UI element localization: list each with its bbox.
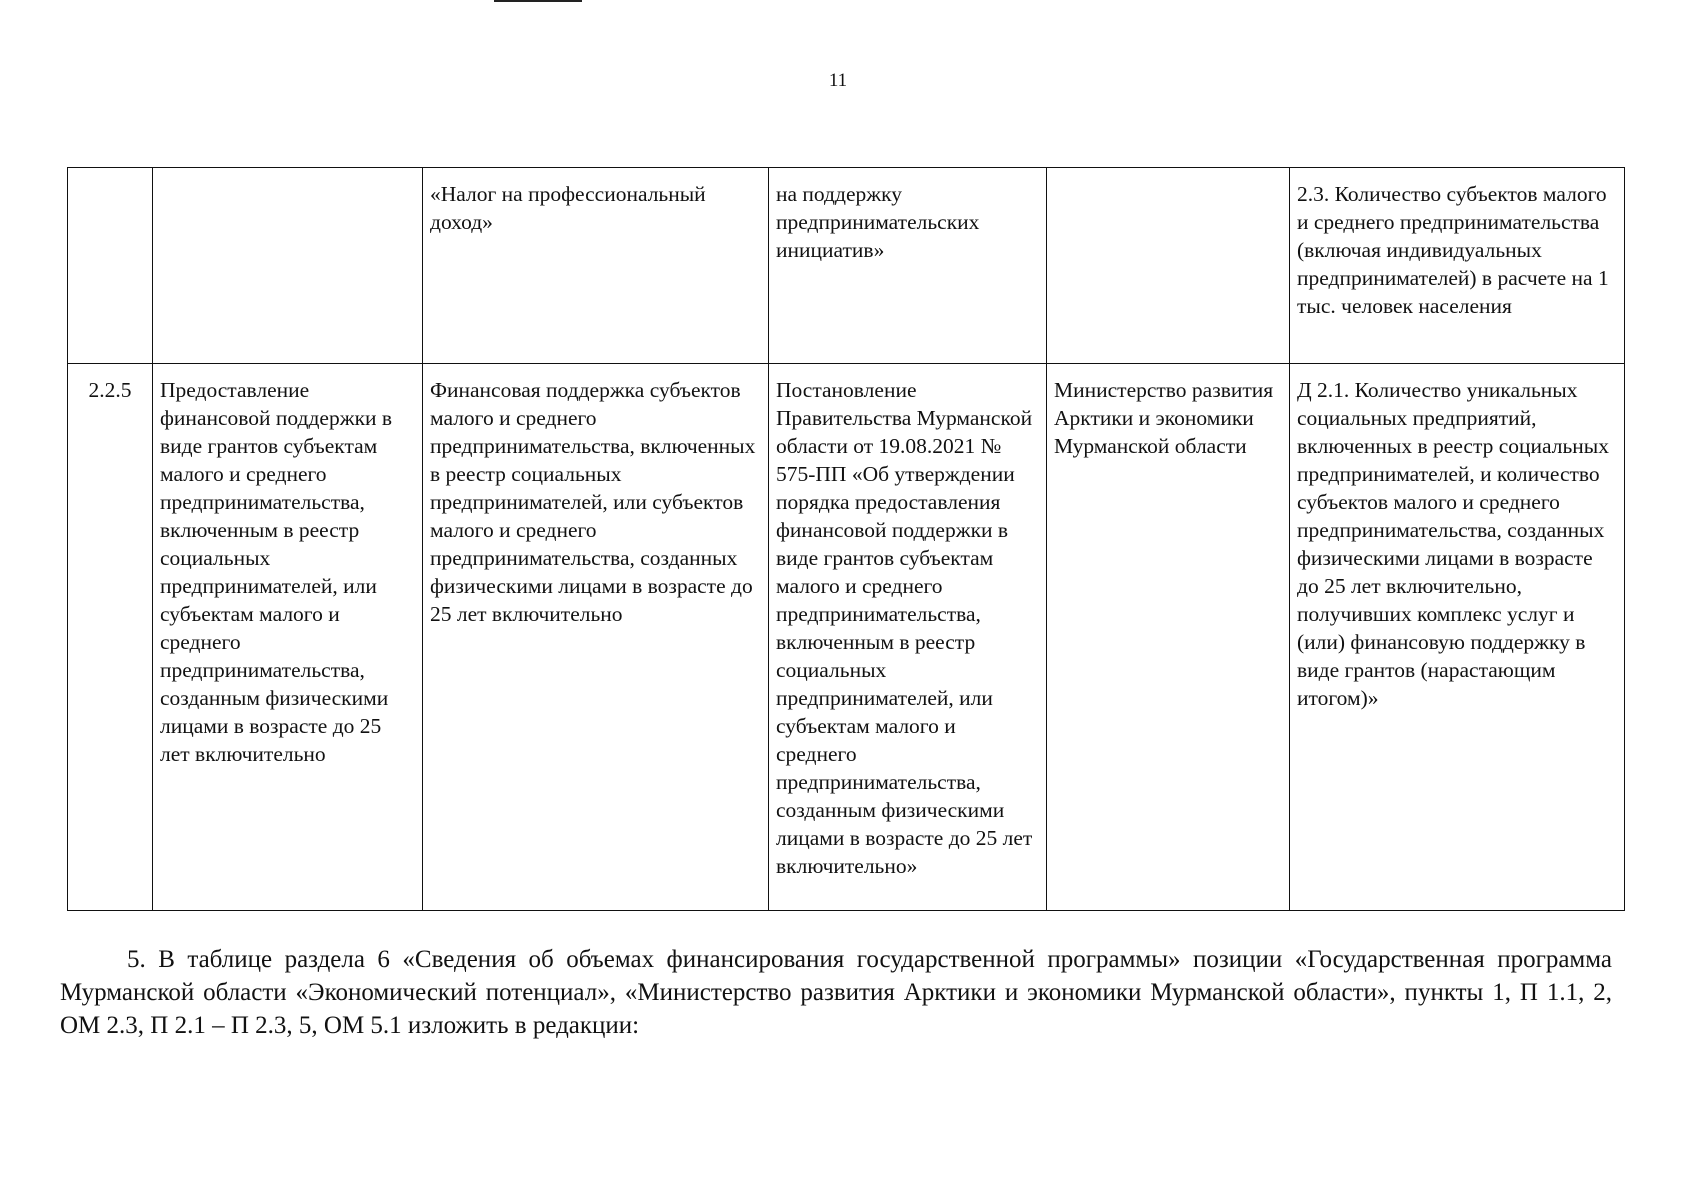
cell-basis: на поддержку предпринимательских инициатив» (769, 168, 1047, 364)
page-number: 11 (828, 70, 848, 91)
table-row-2-2-5 (68, 364, 1625, 911)
table-row-continued (68, 168, 1625, 364)
top-edge-mark (494, 0, 582, 2)
cell-indicator: Д 2.1. Количество уникальных социальных предприятий, включенных в реестр социальных предпринимателей, и количество субъектов малого и среднего предпринимательства, созданных физическими лицами в возрасте до 25 лет включительно, получивших комплекс услуг и (или) финансовую поддержку в виде грантов (нарастающим итогом)» (1290, 364, 1625, 911)
cell-indicator: 2.3. Количество субъектов малого и среднего предпринимательства (включая индивидуальных предпринимателей) в расчете на 1 тыс. человек населения (1290, 168, 1625, 364)
cell-executor (1047, 168, 1290, 364)
program-table (67, 167, 1625, 911)
cell-number: 2.2.5 (68, 364, 153, 911)
cell-name (153, 168, 423, 364)
amendment-paragraph: 5. В таблице раздела 6 «Сведения об объемах финансирования государственной программы» позиции «Государственная программа Мурманской области «Экономический потенциал», «Министерство развития Арктики и экономики Мурманской области», пункты 1, П 1.1, 2, ОМ 2.3, П 2.1 – П 2.3, 5, ОМ 5.1 изложить в редакции: (60, 946, 1612, 1039)
cell-result: «Налог на профессиональный доход» (423, 168, 769, 364)
cell-number (68, 168, 153, 364)
cell-result: Финансовая поддержка субъектов малого и среднего предпринимательства, включенных в реестр социальных предпринимателей, или субъектов малого и среднего предпринимательства, созданных физическими лицами в возрасте до 25 лет включительно (423, 364, 769, 911)
cell-name: Предоставление финансовой поддержки в виде грантов субъектам малого и среднего предпринимательства, включенным в реестр социальных предпринимателей, или субъектам малого и среднего предпринимательства, созданным физическими лицами в возрасте до 25 лет включительно (153, 364, 423, 911)
cell-basis: Постановление Правительства Мурманской области от 19.08.2021 № 575-ПП «Об утверждении порядка предоставления финансовой поддержки в виде грантов субъектам малого и среднего предпринимательства, включенным в реестр социальных предпринимателей, или субъектам малого и среднего предпринимательства, созданным физическими лицами в возрасте до 25 лет включительно» (769, 364, 1047, 911)
cell-executor: Министерство развития Арктики и экономики Мурманской области (1047, 364, 1290, 911)
